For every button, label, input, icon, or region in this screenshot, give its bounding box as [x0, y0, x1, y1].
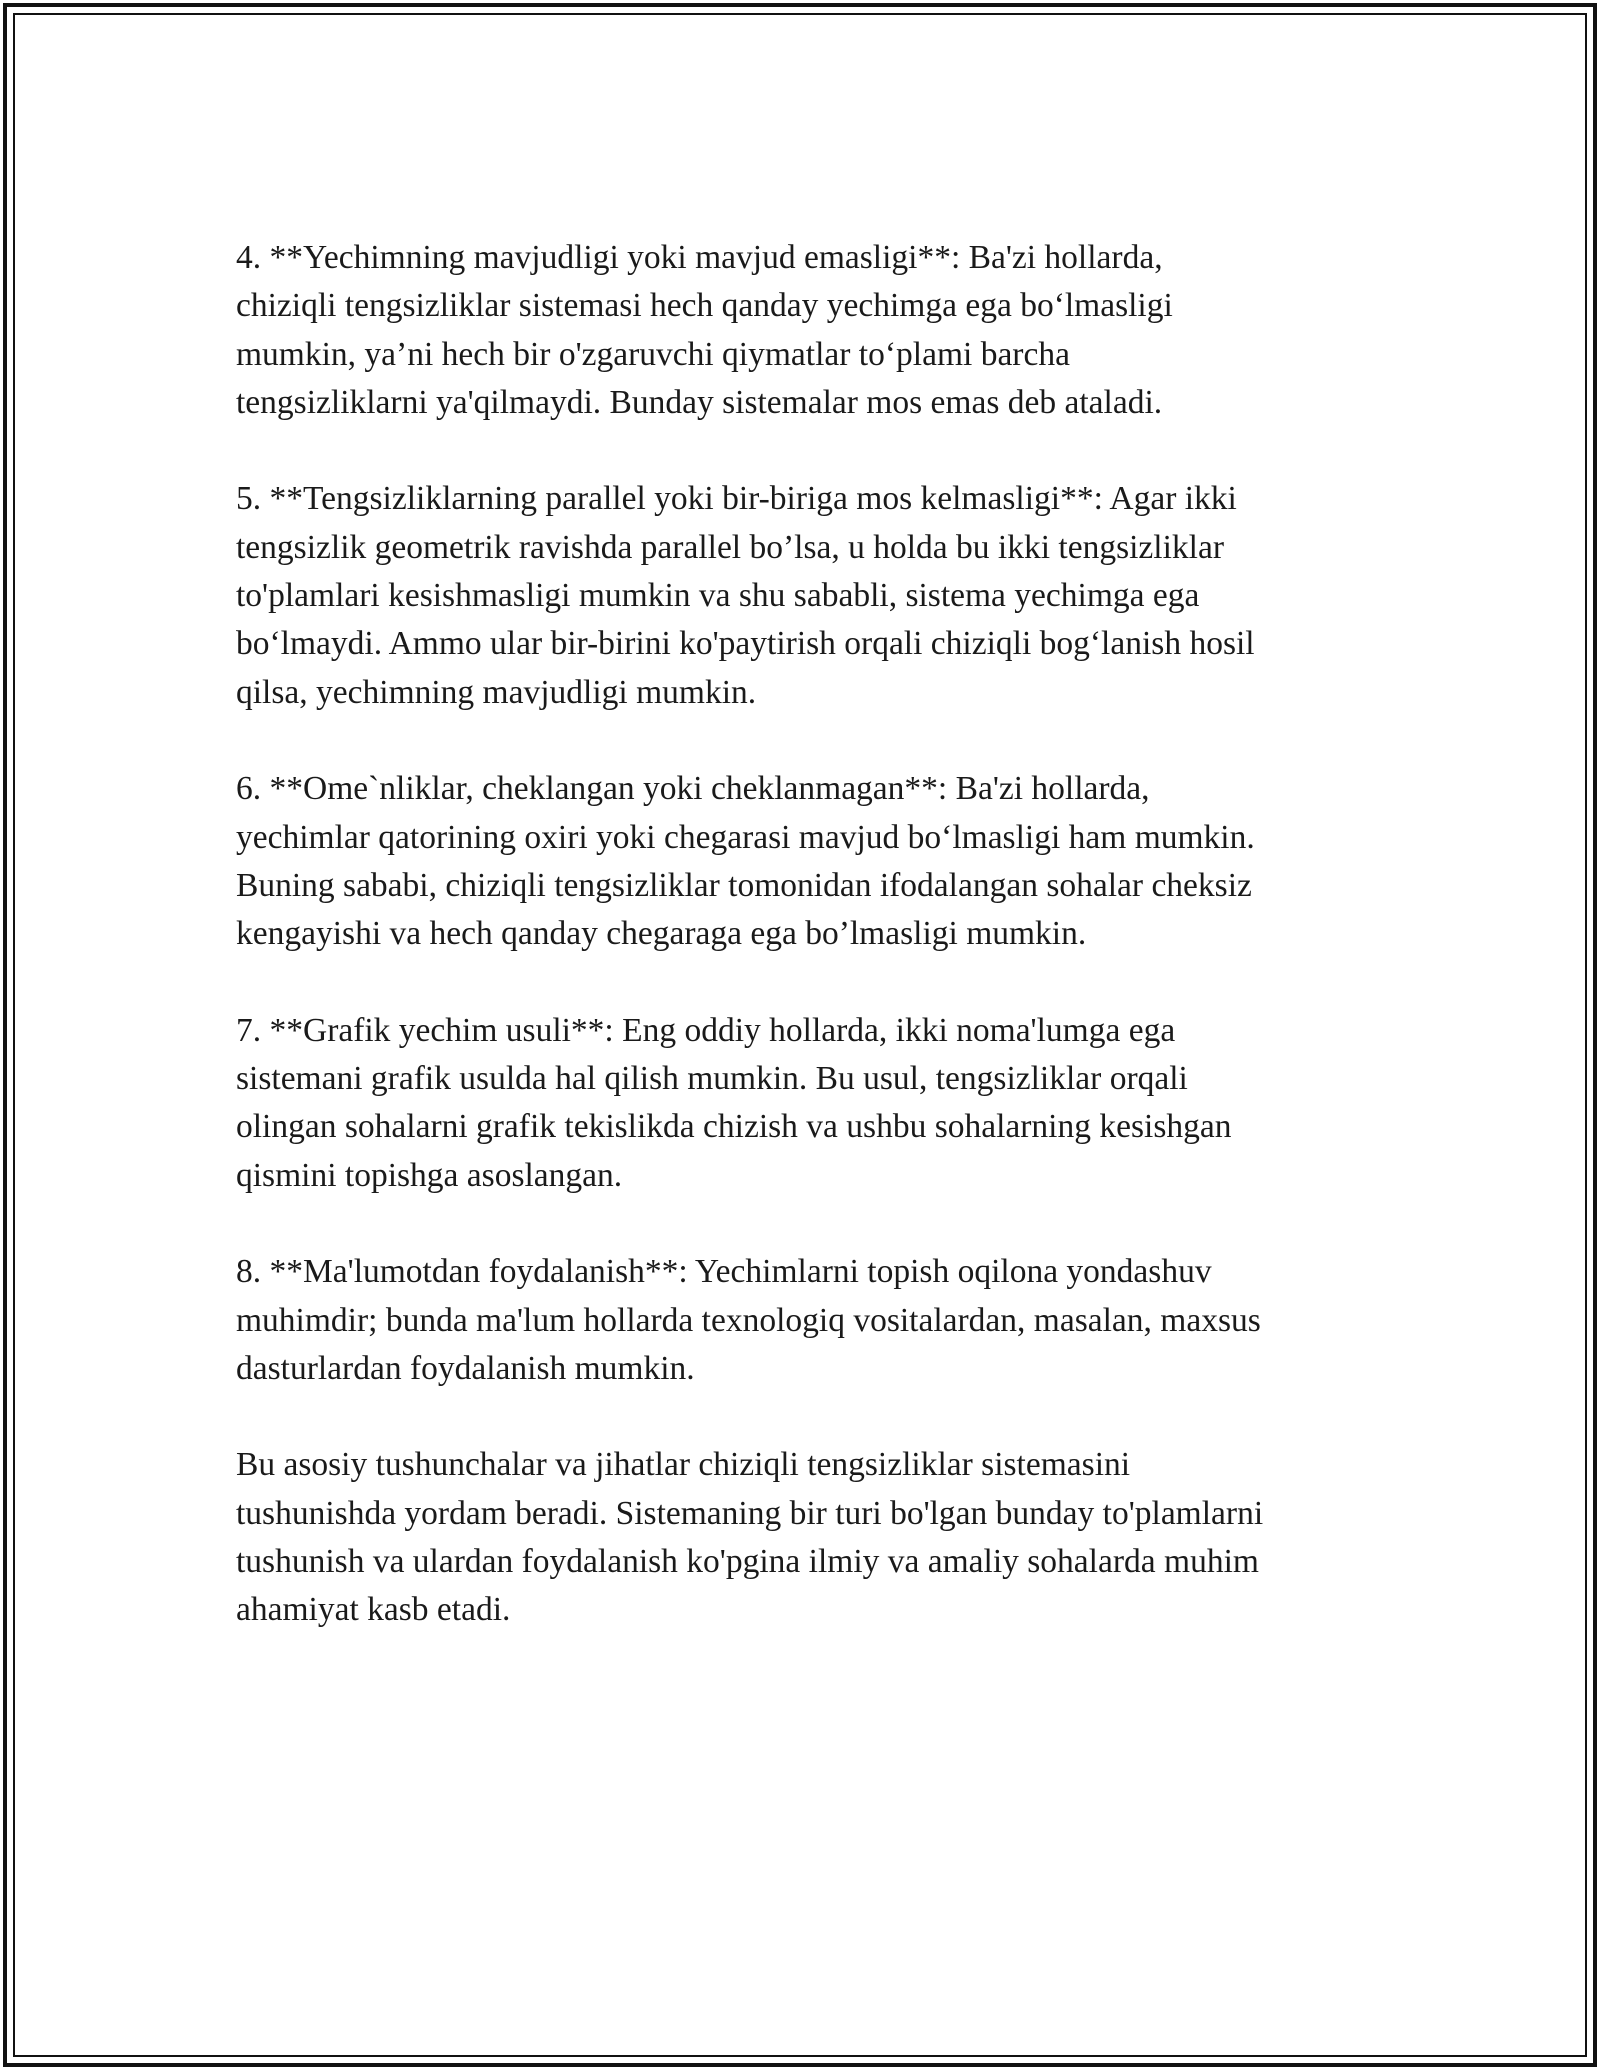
text-line: Buning sababi, chiziqli tengsizliklar tomonidan ifodalangan sohalar cheksiz	[236, 866, 1252, 904]
text-line: sistemani grafik usulda hal qilish mumkin. Bu usul, tengsizliklar orqali	[236, 1060, 1188, 1098]
text-line: mumkin, ya’ni hech bir o'zgaruvchi qiymatlar to‘plami barcha	[236, 335, 1070, 373]
paragraph-item-5	[236, 475, 1366, 716]
text-line: tengsizliklarni ya'qilmaydi. Bunday sistemalar mos emas deb ataladi.	[236, 383, 1163, 421]
paragraph-item-7	[236, 1007, 1366, 1200]
text-line: olingan sohalarni grafik tekislikda chizish va ushbu sohalarning kesishgan	[236, 1108, 1232, 1146]
text-line: ahamiyat kasb etadi.	[236, 1591, 511, 1629]
text-line: tushunishda yordam beradi. Sistemaning bir turi bo'lgan bunday to'plamlarni	[236, 1494, 1264, 1532]
text-line: 8. **Ma'lumotdan foydalanish**: Yechimlarni topish oqilona yondashuv	[236, 1253, 1212, 1291]
text-line: 4. **Yechimning mavjudligi yoki mavjud emasligi**: Ba'zi hollarda,	[236, 239, 1163, 276]
text-line: yechimlar qatorining oxiri yoki chegarasi mavjud bo‘lmasligi ham mumkin.	[236, 818, 1255, 856]
paragraph-item-4	[236, 234, 1366, 427]
text-line: muhimdir; bunda ma'lum hollarda texnologiq vositalardan, masalan, maxsus	[236, 1301, 1261, 1339]
text-line: qismini topishga asoslangan.	[236, 1156, 623, 1194]
text-line: qilsa, yechimning mavjudligi mumkin.	[236, 673, 757, 711]
paragraph-item-8	[236, 1248, 1366, 1393]
paragraph-conclusion	[236, 1441, 1366, 1634]
text-line: dasturlardan foydalanish mumkin.	[236, 1349, 695, 1387]
text-line: chiziqli tengsizliklar sistemasi hech qanday yechimga ega bo‘lmasligi	[236, 287, 1173, 325]
text-line: bo‘lmaydi. Ammo ular bir-birini ko'paytirish orqali chiziqli bog‘lanish hosil	[236, 625, 1255, 663]
document-body	[236, 234, 1366, 1683]
text-line: kengayishi va hech qanday chegaraga ega bo’lmasligi mumkin.	[236, 915, 1087, 953]
text-line: tushunish va ulardan foydalanish ko'pgina ilmiy va amaliy sohalarda muhim	[236, 1543, 1259, 1581]
text-line: 5. **Tengsizliklarning parallel yoki bir-biriga mos kelmasligi**: Agar ikki	[236, 480, 1237, 518]
paragraph-item-6	[236, 765, 1366, 958]
text-line: tengsizlik geometrik ravishda parallel bo’lsa, u holda bu ikki tengsizliklar	[236, 528, 1224, 566]
text-line: 6. **Ome`nliklar, cheklangan yoki cheklanmagan**: Ba'zi hollarda,	[236, 770, 1150, 808]
text-line: 7. **Grafik yechim usuli**: Eng oddiy hollarda, ikki noma'lumga ega	[236, 1011, 1176, 1049]
text-line: Bu asosiy tushunchalar va jihatlar chiziqli tengsizliklar sistemasini	[236, 1446, 1131, 1484]
text-line: to'plamlari kesishmasligi mumkin va shu sababli, sistema yechimga ega	[236, 577, 1200, 615]
